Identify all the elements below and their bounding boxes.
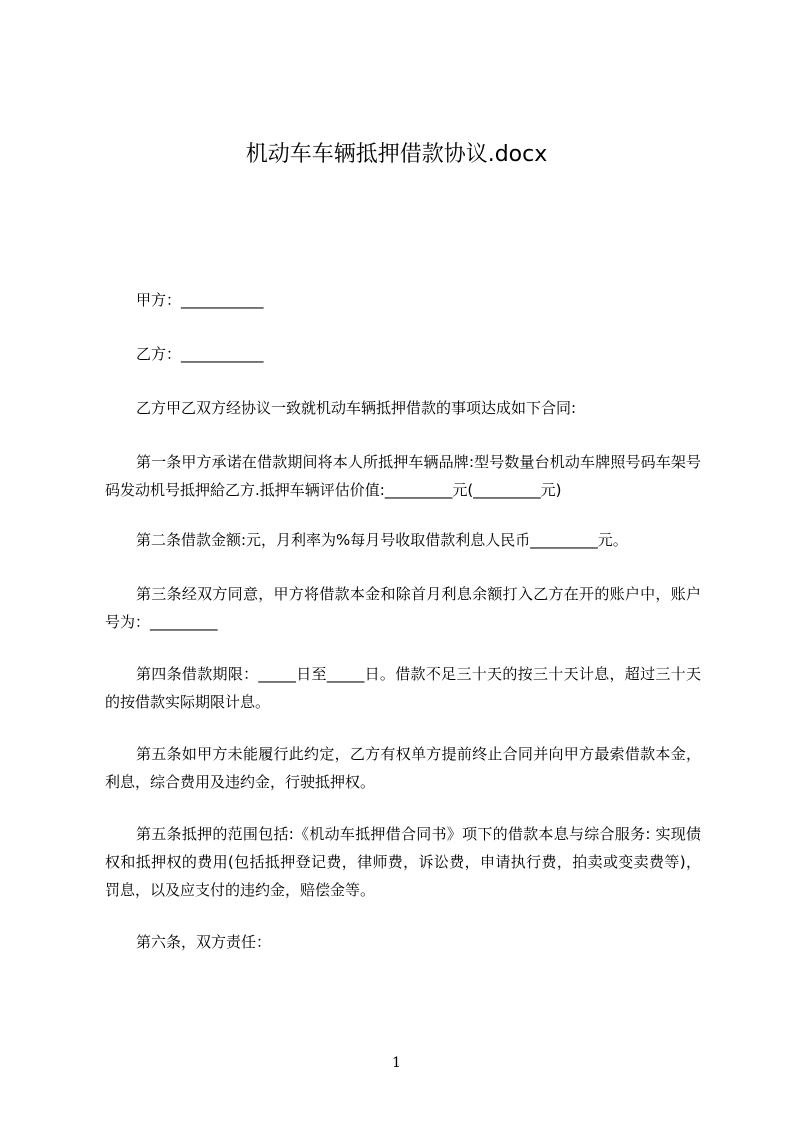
article-2-paragraph: 第二条借款金额:元，月利率为%每月号收取借款利息人民币_________元。 bbox=[136, 531, 628, 549]
article-5-paragraph: 第五条如甲方未能履行此约定，乙方有权单方提前终止合同并向甲方最索借款本金，利息，综合费用及违约金，行驶抵押权。 bbox=[105, 745, 701, 791]
article-6-paragraph: 第六条，双方责任： bbox=[136, 933, 272, 951]
article-3-paragraph: 第三条经双方同意，甲方将借款本金和除首月利息余额打入乙方在开的账户中，账户号为：_________ bbox=[105, 585, 701, 631]
article-4-paragraph: 第四条借款期限：_____日至_____日。借款不足三十天的按三十天计息，超过三十天的按借款实际期限计息。 bbox=[105, 665, 701, 711]
party-a-line: 甲方：___________ bbox=[136, 291, 264, 309]
document-title: 机动车车辆抵押借款协议.docx bbox=[245, 142, 548, 167]
article-1-paragraph: 第一条甲方承诺在借款期间将本人所抵押车辆品牌:型号数量台机动车牌照号码车架号码发动机号抵押給乙方.抵押车辆评估价值:_________元(_________元) bbox=[105, 453, 701, 499]
article-5b-paragraph: 第五条抵押的范围包括:《机动车抵押借合同书》项下的借款本息与综合服务: 实现债权和抵押权的费用(包括抵押登记费，律师费，诉讼费，申请执行费，拍卖或变卖费等)，罚息，以及应支付的违约金，赔偿金等。 bbox=[105, 825, 701, 899]
preamble-paragraph: 乙方甲乙双方经协议一致就机动车辆抵押借款的事项达成如下合同: bbox=[136, 399, 577, 417]
page-number: 1 bbox=[392, 1055, 401, 1071]
party-b-line: 乙方：___________ bbox=[136, 345, 264, 363]
